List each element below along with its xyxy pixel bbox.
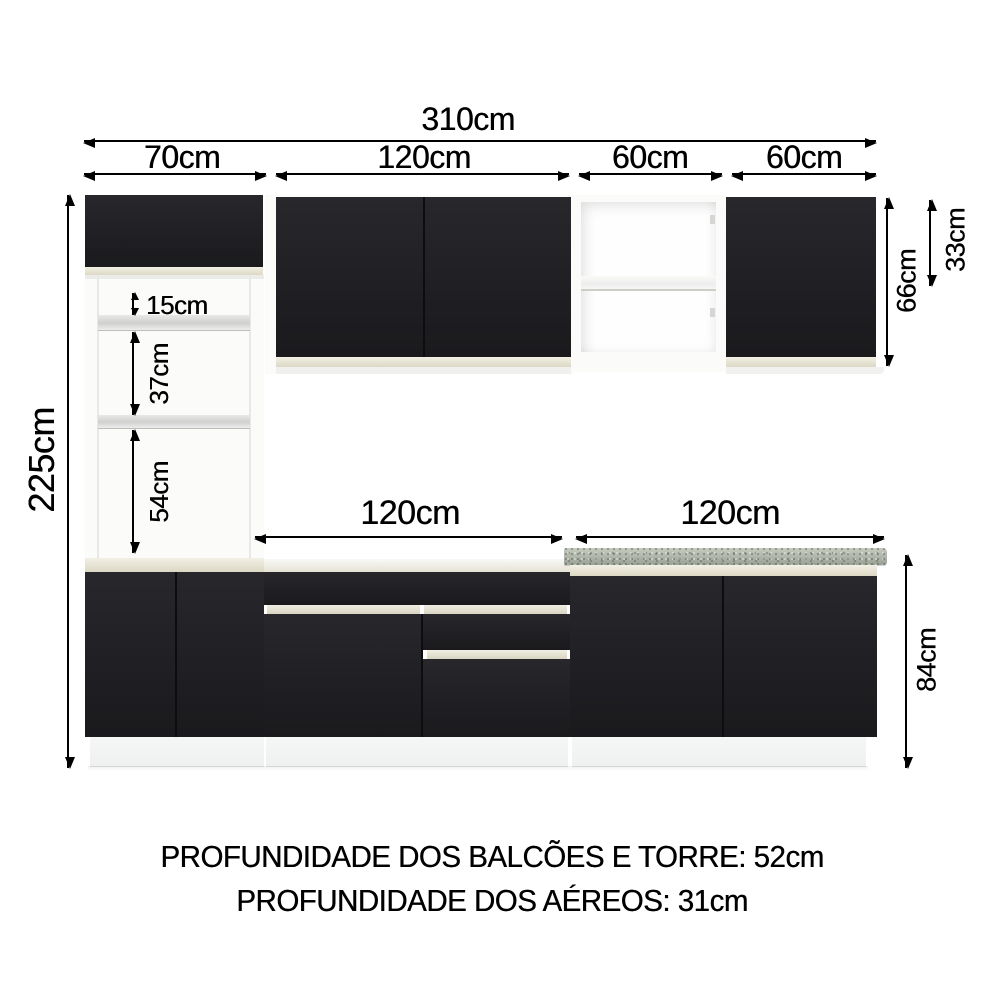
footer-depth-balcoes: PROFUNDIDADE DOS BALCÕES E TORRE: 52cm xyxy=(160,839,824,874)
aereo-120-bottom-trim xyxy=(276,357,571,367)
aereo-60-door xyxy=(726,197,876,357)
dim-aereo-open-width-label: 60cm xyxy=(611,139,689,175)
balcao-left-drawer1-front xyxy=(423,614,570,650)
aereo-120-door-divider xyxy=(423,197,425,357)
dim-niche-bottom-label: 54cm xyxy=(144,461,174,523)
dim-total-height-label: 225cm xyxy=(21,407,62,513)
dim-tower-width-arrow xyxy=(84,173,266,175)
floor-shadow xyxy=(88,766,868,771)
balcao-left-top xyxy=(264,559,570,572)
dim-aereo-shelf-height-arrow xyxy=(929,200,931,286)
balcao-left-drawer2-front xyxy=(423,659,570,737)
balcao-right-door-divider xyxy=(722,576,724,737)
dim-tower-width-label: 70cm xyxy=(143,139,221,175)
dim-aereo-double-width-arrow xyxy=(276,173,569,175)
dim-niche-middle-arrow xyxy=(132,332,134,415)
dim-aereo-shelf-height-label: 33cm xyxy=(940,207,971,273)
dim-total-height-arrow xyxy=(67,195,69,768)
dim-balcao-left-width-label: 120cm xyxy=(360,494,460,532)
dim-balcao-left-width-arrow xyxy=(255,536,562,538)
aereo-60-bottom-trim xyxy=(726,357,876,367)
hinge-mark-bottom xyxy=(710,308,715,317)
tower-top-door xyxy=(85,195,263,267)
tower-niche-top-shadow xyxy=(85,275,264,279)
balcao-left-drawer1-handle xyxy=(424,605,567,614)
tower-plinth xyxy=(90,737,264,767)
dim-balcao-height-label: 84cm xyxy=(911,627,942,693)
dim-niche-bottom-arrow xyxy=(132,430,134,553)
dim-niche-top-label: 15cm xyxy=(146,290,208,320)
dim-aereo-door-width-label: 60cm xyxy=(765,139,843,175)
balcao-right-countertop xyxy=(564,548,887,565)
dim-aereo-door-width-arrow xyxy=(732,173,876,175)
tower-base-top-trim xyxy=(85,558,264,572)
tower-base-door-divider xyxy=(175,572,177,737)
dim-niche-middle-label: 37cm xyxy=(144,343,174,405)
tower-shelf-lower xyxy=(98,415,250,429)
balcao-left-divider xyxy=(421,614,423,737)
aereo-120-bottom-edge xyxy=(276,367,571,374)
dim-niche-top-arrow xyxy=(132,293,134,315)
footer-depth-aereos: PROFUNDIDADE DOS AÉREOS: 31cm xyxy=(236,883,748,918)
dim-total-width-label: 310cm xyxy=(421,101,515,137)
dim-aereo-height-arrow xyxy=(886,198,888,366)
hinge-mark-top xyxy=(710,215,715,224)
dim-aereo-open-width-arrow xyxy=(579,173,722,175)
dim-aereo-double-width-label: 120cm xyxy=(377,139,471,175)
balcao-left-drawer2-handle xyxy=(427,650,567,659)
dim-balcao-right-width-label: 120cm xyxy=(680,494,780,532)
balcao-right-top-trim xyxy=(570,565,877,576)
aereo-60-open-shelf xyxy=(581,276,716,291)
aereo-60-bottom-edge xyxy=(726,367,884,374)
balcao-left-door xyxy=(264,614,421,737)
dim-balcao-height-arrow xyxy=(905,555,907,768)
dim-aereo-height-label: 66cm xyxy=(891,248,922,314)
balcao-right-plinth xyxy=(572,737,866,767)
tower-top-door-trim xyxy=(85,267,263,275)
balcao-left-upper-band xyxy=(264,572,570,605)
dim-balcao-right-width-arrow xyxy=(576,536,884,538)
balcao-left-plinth xyxy=(266,737,568,767)
balcao-left-door-handle xyxy=(267,605,420,614)
